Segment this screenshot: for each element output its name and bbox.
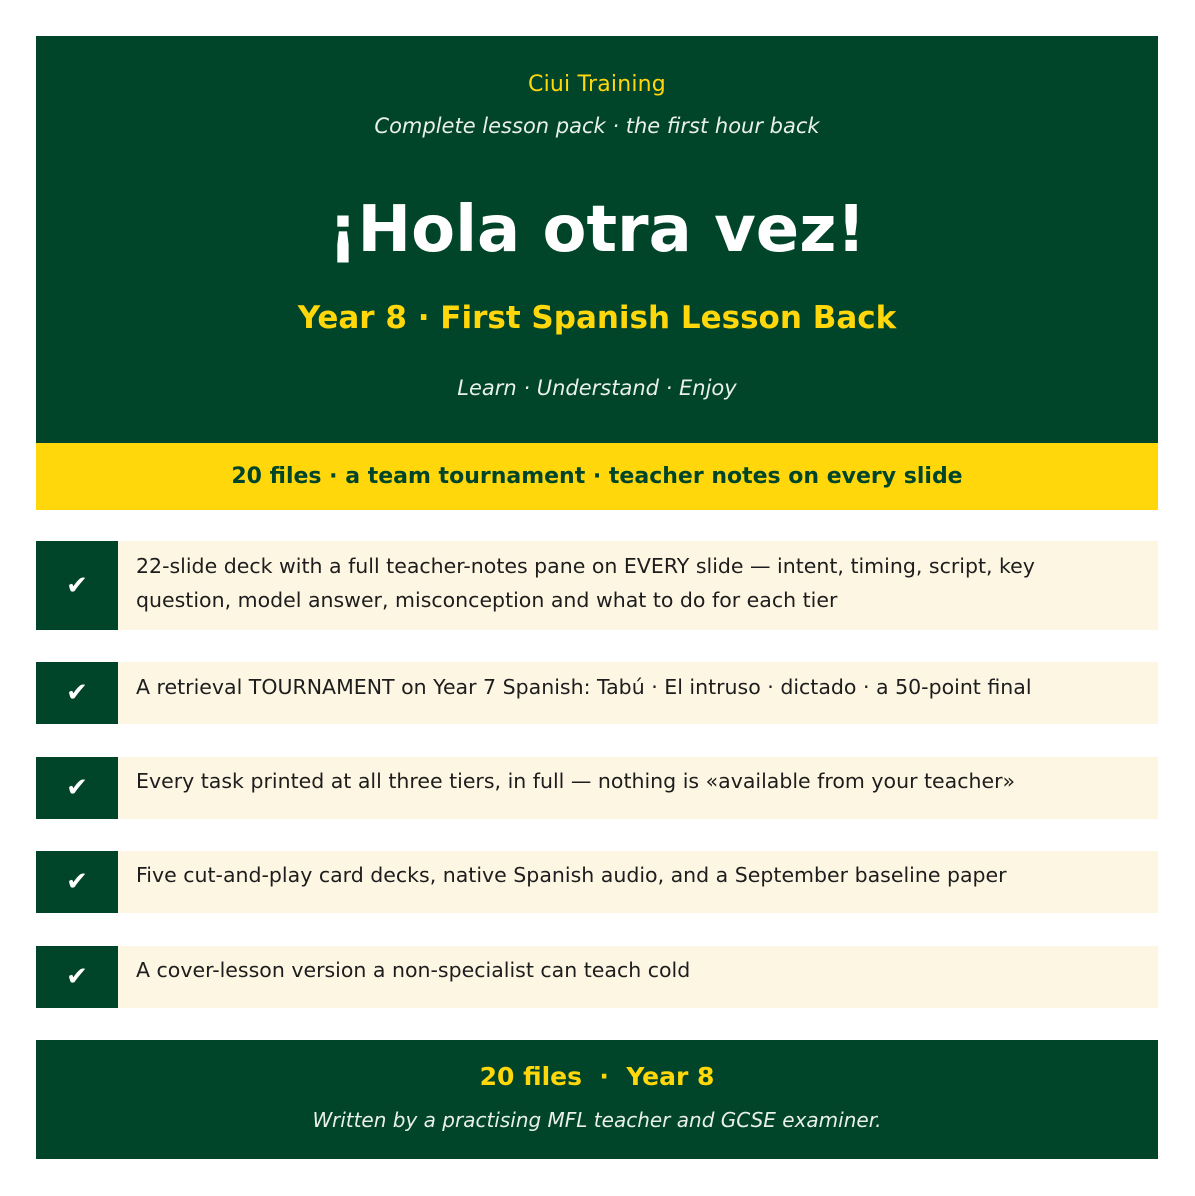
- check-icon: ✔: [36, 851, 118, 913]
- brand-name: Ciui Training: [528, 72, 666, 97]
- page-title: ¡Hola otra vez!: [328, 193, 866, 267]
- feature-text: A retrieval TOURNAMENT on Year 7 Spanish: Tabú · El intruso · dictado · a 50-point final: [136, 675, 1032, 699]
- feature-text: Five cut-and-play card decks, native Spanish audio, and a September baseline paper: [136, 863, 1007, 887]
- feature-item: [36, 662, 1158, 724]
- check-icon: ✔: [36, 946, 118, 1008]
- feature-item: [36, 757, 1158, 819]
- feature-text: A cover-lesson version a non-specialist can teach cold: [136, 958, 691, 982]
- feature-item: [36, 541, 1158, 630]
- feature-item: [36, 946, 1158, 1008]
- highlight-banner: 20 files · a team tournament · teacher notes on every slide: [36, 443, 1158, 510]
- footer-panel: [36, 1040, 1158, 1159]
- check-icon: ✔: [36, 662, 118, 724]
- check-icon: ✔: [36, 757, 118, 819]
- check-icon: ✔: [36, 541, 118, 630]
- feature-text: Every task printed at all three tiers, in full — nothing is «available from your teacher»: [136, 769, 1016, 793]
- footer-note: Written by a practising MFL teacher and GCSE examiner.: [312, 1108, 882, 1132]
- footer-stats: 20 files · Year 8: [479, 1062, 715, 1091]
- feature-item: [36, 851, 1158, 913]
- tagline: Complete lesson pack · the first hour back: [374, 114, 820, 138]
- header-panel: [36, 36, 1158, 443]
- feature-text: 22-slide deck with a full teacher-notes pane on EVERY slide — intent, timing, script, key question, model answer, misconception and what to do for each tier: [136, 554, 1035, 612]
- subtitle: Year 8 · First Spanish Lesson Back: [297, 300, 897, 336]
- motto: Learn · Understand · Enjoy: [457, 376, 737, 400]
